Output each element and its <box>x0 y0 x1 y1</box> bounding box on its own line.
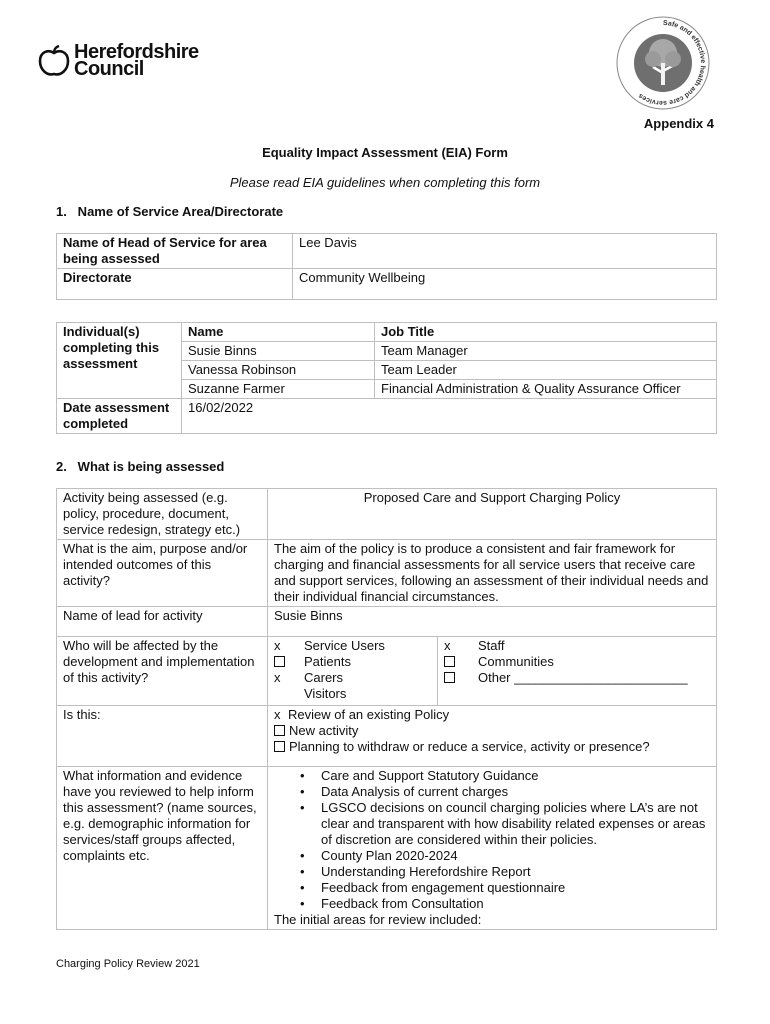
lead-label: Name of lead for activity <box>57 607 268 637</box>
check-mark[interactable]: x <box>274 670 281 685</box>
person-name: Susie Binns <box>182 342 375 361</box>
list-item: • LGSCO decisions on council charging policies where LA’s are not clear and transparent with how disability related expenses or areas of discretion are considered within their policies. <box>274 800 710 848</box>
council-logo <box>38 41 199 80</box>
job-header: Job Title <box>375 323 717 342</box>
activity-value: Proposed Care and Support Charging Policy <box>268 489 717 540</box>
affected-item: Patients <box>304 654 351 669</box>
page-title: Equality Impact Assessment (EIA) Form <box>262 145 508 160</box>
nhs-seal <box>615 15 711 114</box>
evidence-footer: The initial areas for review included: <box>274 912 482 927</box>
date-value: 16/02/2022 <box>182 399 717 434</box>
option-new: New activity <box>289 723 359 738</box>
head-of-service-label: Name of Head of Service for area being assessed <box>57 234 293 269</box>
list-item: • County Plan 2020-2024 <box>274 848 710 864</box>
aim-label: What is the aim, purpose and/or intended outcomes of this activity? <box>57 540 268 607</box>
check-mark[interactable]: x <box>274 638 281 653</box>
list-item: • Care and Support Statutory Guidance <box>274 768 710 784</box>
list-item: • Feedback from Consultation <box>274 896 710 912</box>
affected-item: Carers <box>304 670 344 685</box>
logo-line-1: Herefordshire <box>74 41 199 63</box>
affected-label: Who will be affected by the development and implementation of this activity? <box>57 637 268 706</box>
tree-seal-icon <box>615 15 711 111</box>
person-job: Financial Administration & Quality Assurance Officer <box>375 380 717 399</box>
appendix-label: Appendix 4 <box>643 116 714 131</box>
checkbox-icon[interactable] <box>444 672 455 683</box>
check-mark[interactable]: x <box>274 707 281 722</box>
affected-item: Service Users <box>304 638 385 653</box>
option-withdraw: Planning to withdraw or reduce a service, activity or presence? <box>289 739 650 754</box>
list-item: • Data Analysis of current charges <box>274 784 710 800</box>
affected-right-group <box>438 637 717 706</box>
logo-line-2: Council <box>74 58 144 80</box>
person-name: Vanessa Robinson <box>182 361 375 380</box>
check-mark[interactable]: x <box>444 638 451 653</box>
name-header: Name <box>182 323 375 342</box>
date-label: Date assessment completed <box>57 399 182 434</box>
head-of-service-value: Lee Davis <box>293 234 717 269</box>
affected-left-group <box>268 637 438 706</box>
section-1-heading: 1. Name of Service Area/Directorate <box>56 204 284 219</box>
affected-item: Communities <box>478 654 554 669</box>
is-this-options <box>268 706 717 767</box>
person-name: Suzanne Farmer <box>182 380 375 399</box>
seal-text: Safe and effective health and care services <box>637 19 706 107</box>
page-footer: Charging Policy Review 2021 <box>56 958 200 970</box>
checkbox-icon[interactable] <box>444 656 455 667</box>
aim-value: The aim of the policy is to produce a consistent and fair framework for charging and financial assessments for all service users that receive care and support services, following an assessment of their individual needs and their individual financial circumstances. <box>268 540 717 607</box>
person-job: Team Leader <box>375 361 717 380</box>
apple-logo-icon <box>38 44 70 78</box>
list-item: • Understanding Herefordshire Report <box>274 864 710 880</box>
checkbox-icon[interactable] <box>274 725 285 736</box>
section-2-heading: 2. What is being assessed <box>56 459 225 474</box>
list-item: • Feedback from engagement questionnaire <box>274 880 710 896</box>
lead-value: Susie Binns <box>268 607 717 637</box>
evidence-list-cell <box>268 767 717 930</box>
individuals-table <box>56 322 717 434</box>
individuals-label: Individual(s) completing this assessment <box>57 323 182 399</box>
page-subtitle: Please read EIA guidelines when completing this form <box>229 175 541 190</box>
affected-item: Other ________________________ <box>478 670 688 685</box>
activity-label: Activity being assessed (e.g. policy, procedure, document, service redesign, strategy etc.) <box>57 489 268 540</box>
checkbox-icon[interactable] <box>274 741 285 752</box>
directorate-label: Directorate <box>57 269 293 300</box>
person-job: Team Manager <box>375 342 717 361</box>
evidence-list <box>274 768 710 912</box>
is-this-label: Is this: <box>57 706 268 767</box>
evidence-label: What information and evidence have you reviewed to help inform this assessment? (name sources, e.g. demographic information for services/staff groups affected, complaints etc. <box>57 767 268 930</box>
logo-text <box>74 41 199 80</box>
option-review: Review of an existing Policy <box>288 707 450 722</box>
checkbox-icon[interactable] <box>274 656 285 667</box>
assessment-table <box>56 488 717 930</box>
directorate-value: Community Wellbeing <box>293 269 717 300</box>
affected-item: Visitors <box>304 686 347 701</box>
affected-item: Staff <box>478 638 505 653</box>
service-area-table <box>56 233 717 300</box>
